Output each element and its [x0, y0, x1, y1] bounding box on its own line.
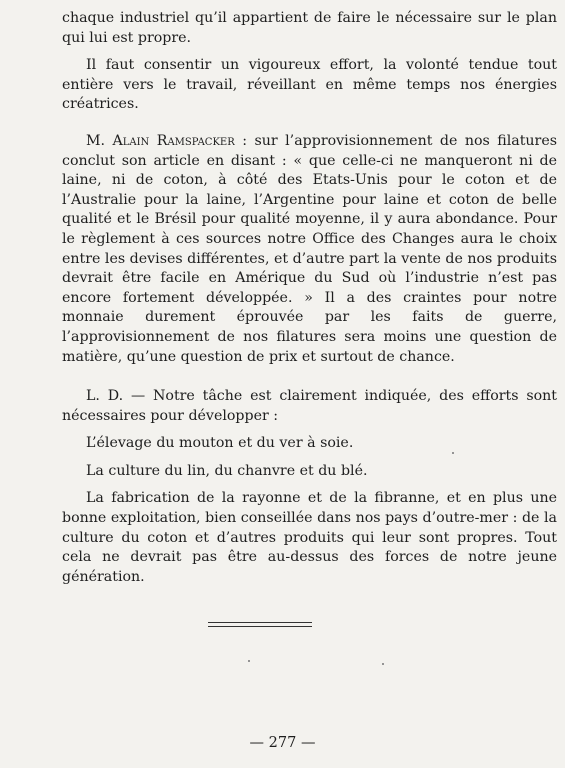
author-name: M. Alain Ramspacker	[86, 132, 235, 149]
ink-speck	[382, 663, 384, 665]
paragraph-effort: Il faut consentir un vigoureux effort, la volonté tendue tout entière vers le travail, réveillant en même temps nos énergies créatrices.	[62, 57, 557, 113]
paragraph-ld: L. D. — Notre tâche est clairement indiquée, des efforts sont nécessaires pour développer :	[62, 388, 557, 424]
paragraph-continuation: chaque industriel qu’il appartient de faire le nécessaire sur le plan qui lui est propre.	[62, 10, 557, 46]
page-number: — 277 —	[249, 735, 316, 751]
paragraph-culture: La culture du lin, du chanvre et du blé.	[86, 462, 368, 479]
ink-speck	[248, 660, 250, 662]
body-text	[62, 9, 557, 587]
paragraph-elevage: L’élevage du mouton et du ver à soie.	[86, 435, 354, 452]
paragraph-ramspacker	[62, 132, 557, 367]
section-divider-top	[208, 622, 312, 623]
paragraph-fabrication: La fabrication de la rayonne et de la fibranne, et en plus une bonne exploitation, bien conseillée dans nos pays d’outre-mer : de la culture du coton et d’autres produits qui leur sont propres. Tout cela ne devrait pas être au-dessus des forces de notre jeune génération.	[62, 490, 557, 585]
ramspacker-text: : sur l’approvisionnement de nos filatures conclut son article en disant : « que celle-ci ne manqueront ni de laine, ni de coton, à côté des Etats-Unis pour le coton et de l’Australie pour la laine, l’Argentine pour laine et coton de belle qualité et le Brésil pour qualité moyenne, il y aura abondance. Pour le règlement à ces sources notre Office des Changes aura le choix entre les devises différentes, et d’autre part la vente de nos produits devrait être facile en Amérique du Sud où l’industrie n’est pas encore fortement développée. » Il a des craintes pour notre monnaie durement éprouvée par les faits de guerre, l’approvisionnement de nos filatures sera moins une question de matière, qu’une question de prix et surtout de chance.	[62, 132, 558, 365]
section-divider-bottom	[208, 626, 312, 627]
ink-speck	[452, 452, 454, 454]
